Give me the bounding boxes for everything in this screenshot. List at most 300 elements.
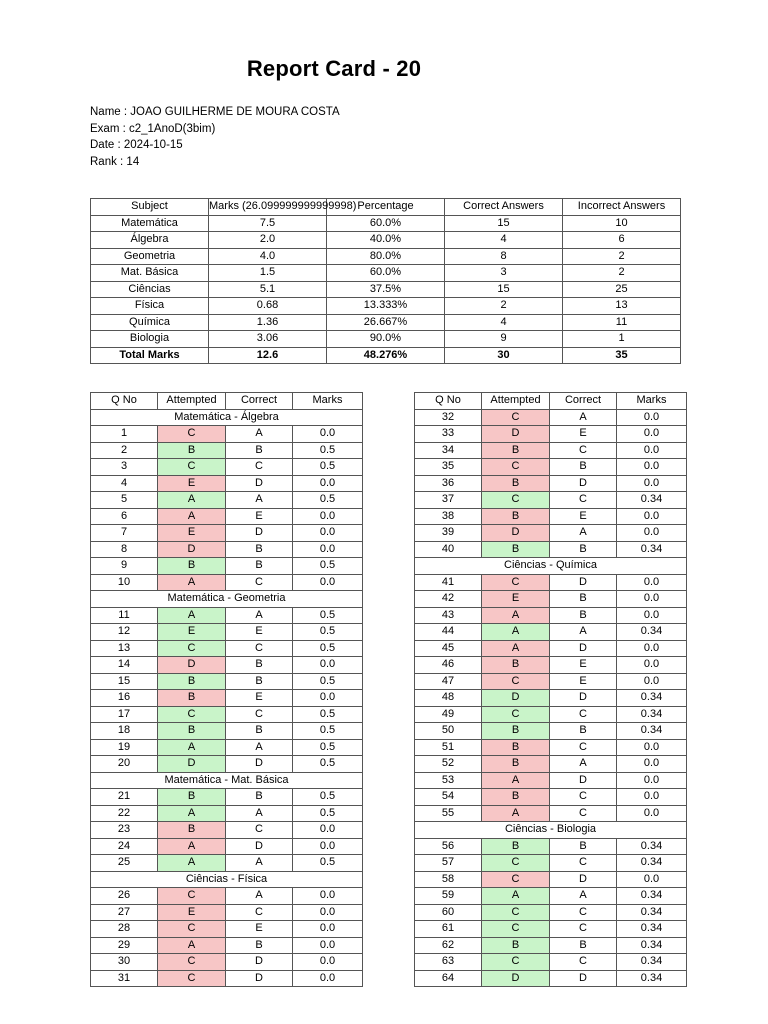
correct-answer: A	[226, 607, 293, 624]
attempted-answer-incorrect: E	[158, 904, 226, 921]
question-marks: 0.0	[617, 657, 687, 674]
question-marks: 0.5	[293, 723, 363, 740]
attempted-answer-incorrect: B	[482, 789, 550, 806]
summary-cell-incorrect: 13	[563, 298, 681, 315]
question-row	[415, 871, 687, 888]
question-marks: 0.5	[293, 805, 363, 822]
attempted-answer-correct: C	[482, 904, 550, 921]
correct-answer: E	[226, 690, 293, 707]
question-number: 5	[91, 492, 158, 509]
question-number: 30	[91, 954, 158, 971]
attempted-answer-correct: C	[482, 706, 550, 723]
section-row	[415, 822, 687, 839]
question-number: 45	[415, 640, 482, 657]
summary-cell-marks: 2.0	[209, 232, 327, 249]
correct-answer: E	[226, 624, 293, 641]
attempted-answer-incorrect: C	[482, 574, 550, 591]
correct-answer: C	[550, 492, 617, 509]
student-name: Name : JOAO GUILHERME DE MOURA COSTA	[90, 106, 340, 118]
correct-answer: E	[226, 921, 293, 938]
question-row	[415, 970, 687, 987]
question-row	[415, 640, 687, 657]
question-number: 14	[91, 657, 158, 674]
summary-row	[91, 314, 681, 331]
question-row	[415, 772, 687, 789]
correct-answer: D	[550, 640, 617, 657]
correct-answer: C	[226, 706, 293, 723]
question-number: 54	[415, 789, 482, 806]
summary-cell-marks: 1.36	[209, 314, 327, 331]
correct-answer: B	[226, 937, 293, 954]
question-marks: 0.5	[293, 459, 363, 476]
question-number: 7	[91, 525, 158, 542]
summary-cell-marks: 5.1	[209, 281, 327, 298]
summary-cell-incorrect: 11	[563, 314, 681, 331]
attempted-answer-correct: B	[158, 442, 226, 459]
attempted-answer-correct: B	[482, 838, 550, 855]
attempted-answer-correct: D	[482, 690, 550, 707]
question-row	[415, 525, 687, 542]
question-number: 47	[415, 673, 482, 690]
summary-cell-marks: 1.5	[209, 265, 327, 282]
attempted-answer-correct: B	[158, 673, 226, 690]
question-row	[91, 475, 363, 492]
summary-row	[91, 215, 681, 232]
summary-cell-percentage: 80.0%	[327, 248, 445, 265]
summary-cell-subject: Biologia	[91, 331, 209, 348]
question-row	[91, 822, 363, 839]
header-attempted: Attempted	[482, 393, 550, 410]
attempted-answer-incorrect: A	[158, 838, 226, 855]
question-marks: 0.0	[293, 657, 363, 674]
questions-table-right	[414, 392, 687, 987]
header-attempted: Attempted	[158, 393, 226, 410]
question-number: 10	[91, 574, 158, 591]
total-cell-subject: Total Marks	[91, 347, 209, 364]
question-number: 25	[91, 855, 158, 872]
question-marks: 0.34	[617, 937, 687, 954]
summary-cell-percentage: 40.0%	[327, 232, 445, 249]
section-title: Matemática - Geometria	[91, 591, 363, 608]
question-row	[91, 426, 363, 443]
header-qno: Q No	[415, 393, 482, 410]
summary-cell-correct: 9	[445, 331, 563, 348]
correct-answer: E	[550, 657, 617, 674]
attempted-answer-incorrect: D	[482, 426, 550, 443]
attempted-answer-correct: A	[482, 888, 550, 905]
question-number: 56	[415, 838, 482, 855]
question-number: 50	[415, 723, 482, 740]
attempted-answer-correct: B	[158, 723, 226, 740]
attempted-answer-incorrect: E	[158, 525, 226, 542]
correct-answer: A	[226, 805, 293, 822]
attempted-answer-correct: A	[158, 607, 226, 624]
correct-answer: A	[226, 492, 293, 509]
question-marks: 0.0	[617, 805, 687, 822]
question-number: 26	[91, 888, 158, 905]
question-marks: 0.0	[293, 690, 363, 707]
section-title: Ciências - Química	[415, 558, 687, 575]
question-number: 34	[415, 442, 482, 459]
question-row	[91, 508, 363, 525]
attempted-answer-correct: B	[482, 937, 550, 954]
question-row	[91, 921, 363, 938]
question-row	[91, 640, 363, 657]
correct-answer: E	[550, 673, 617, 690]
question-number: 60	[415, 904, 482, 921]
question-marks: 0.34	[617, 706, 687, 723]
question-row	[415, 459, 687, 476]
correct-answer: B	[550, 459, 617, 476]
attempted-answer-incorrect: B	[158, 690, 226, 707]
summary-cell-marks: 3.06	[209, 331, 327, 348]
question-number: 18	[91, 723, 158, 740]
question-number: 43	[415, 607, 482, 624]
attempted-answer-incorrect: A	[158, 508, 226, 525]
question-marks: 0.5	[293, 756, 363, 773]
correct-answer: D	[550, 574, 617, 591]
question-marks: 0.34	[617, 723, 687, 740]
summary-cell-subject: Física	[91, 298, 209, 315]
question-marks: 0.0	[617, 673, 687, 690]
summary-cell-percentage: 37.5%	[327, 281, 445, 298]
correct-answer: C	[550, 805, 617, 822]
summary-cell-correct: 15	[445, 281, 563, 298]
question-row	[91, 492, 363, 509]
attempted-answer-incorrect: E	[158, 475, 226, 492]
question-number: 48	[415, 690, 482, 707]
attempted-answer-incorrect: B	[158, 822, 226, 839]
question-number: 23	[91, 822, 158, 839]
summary-header-percentage: Percentage	[327, 199, 445, 216]
question-marks: 0.34	[617, 855, 687, 872]
question-marks: 0.0	[617, 607, 687, 624]
question-number: 29	[91, 937, 158, 954]
correct-answer: A	[550, 888, 617, 905]
correct-answer: C	[550, 789, 617, 806]
question-number: 12	[91, 624, 158, 641]
question-number: 1	[91, 426, 158, 443]
question-marks: 0.0	[293, 970, 363, 987]
question-row	[415, 673, 687, 690]
question-number: 46	[415, 657, 482, 674]
attempted-answer-correct: B	[158, 789, 226, 806]
question-row	[415, 426, 687, 443]
question-row	[415, 805, 687, 822]
question-row	[91, 756, 363, 773]
correct-answer: C	[550, 904, 617, 921]
section-row	[91, 409, 363, 426]
correct-answer: C	[550, 706, 617, 723]
summary-cell-incorrect: 2	[563, 265, 681, 282]
question-number: 3	[91, 459, 158, 476]
attempted-answer-correct: A	[482, 624, 550, 641]
question-row	[415, 954, 687, 971]
question-number: 15	[91, 673, 158, 690]
question-marks: 0.0	[617, 591, 687, 608]
attempted-answer-incorrect: C	[158, 954, 226, 971]
total-cell-marks: 12.6	[209, 347, 327, 364]
attempted-answer-incorrect: E	[482, 591, 550, 608]
attempted-answer-incorrect: C	[482, 459, 550, 476]
attempted-answer-incorrect: B	[482, 475, 550, 492]
attempted-answer-incorrect: A	[482, 772, 550, 789]
question-marks: 0.34	[617, 690, 687, 707]
question-row	[415, 624, 687, 641]
header-correct: Correct	[550, 393, 617, 410]
correct-answer: C	[226, 904, 293, 921]
question-row	[415, 904, 687, 921]
question-marks: 0.34	[617, 888, 687, 905]
summary-cell-subject: Matemática	[91, 215, 209, 232]
total-cell-incorrect: 35	[563, 347, 681, 364]
correct-answer: A	[550, 409, 617, 426]
summary-cell-correct: 8	[445, 248, 563, 265]
summary-row	[91, 265, 681, 282]
question-marks: 0.0	[293, 525, 363, 542]
correct-answer: E	[550, 508, 617, 525]
correct-answer: D	[226, 525, 293, 542]
question-number: 16	[91, 690, 158, 707]
question-marks: 0.5	[293, 673, 363, 690]
student-info	[90, 104, 340, 170]
question-number: 17	[91, 706, 158, 723]
correct-answer: D	[226, 954, 293, 971]
question-number: 58	[415, 871, 482, 888]
question-marks: 0.34	[617, 970, 687, 987]
question-row	[91, 624, 363, 641]
correct-answer: B	[550, 541, 617, 558]
correct-answer: D	[226, 838, 293, 855]
question-row	[91, 723, 363, 740]
question-number: 44	[415, 624, 482, 641]
question-marks: 0.34	[617, 954, 687, 971]
attempted-answer-incorrect: B	[482, 657, 550, 674]
attempted-answer-correct: B	[158, 558, 226, 575]
correct-answer: B	[226, 723, 293, 740]
question-row	[415, 855, 687, 872]
question-marks: 0.0	[617, 442, 687, 459]
question-marks: 0.0	[293, 541, 363, 558]
summary-total-row	[91, 347, 681, 364]
header-marks: Marks	[293, 393, 363, 410]
exam-name: Exam : c2_1AnoD(3bim)	[90, 122, 216, 135]
header-correct: Correct	[226, 393, 293, 410]
question-row	[91, 706, 363, 723]
summary-cell-subject: Geometria	[91, 248, 209, 265]
attempted-answer-correct: A	[158, 855, 226, 872]
correct-answer: D	[226, 756, 293, 773]
question-marks: 0.5	[293, 558, 363, 575]
total-cell-percentage: 48.276%	[327, 347, 445, 364]
correct-answer: C	[550, 954, 617, 971]
question-number: 49	[415, 706, 482, 723]
question-number: 22	[91, 805, 158, 822]
question-number: 8	[91, 541, 158, 558]
summary-row	[91, 331, 681, 348]
question-row	[415, 574, 687, 591]
summary-cell-incorrect: 6	[563, 232, 681, 249]
questions-header-row	[415, 393, 687, 410]
correct-answer: D	[550, 772, 617, 789]
correct-answer: C	[550, 442, 617, 459]
question-number: 38	[415, 508, 482, 525]
question-marks: 0.0	[293, 475, 363, 492]
question-row	[91, 970, 363, 987]
attempted-answer-incorrect: C	[482, 409, 550, 426]
attempted-answer-correct: C	[482, 492, 550, 509]
attempted-answer-incorrect: B	[482, 756, 550, 773]
correct-answer: D	[550, 871, 617, 888]
correct-answer: D	[226, 475, 293, 492]
question-number: 20	[91, 756, 158, 773]
question-row	[91, 574, 363, 591]
question-marks: 0.0	[293, 822, 363, 839]
question-number: 61	[415, 921, 482, 938]
attempted-answer-incorrect: C	[158, 888, 226, 905]
summary-cell-correct: 4	[445, 314, 563, 331]
correct-answer: C	[550, 855, 617, 872]
question-number: 28	[91, 921, 158, 938]
questions-header-row	[91, 393, 363, 410]
section-title: Matemática - Mat. Básica	[91, 772, 363, 789]
question-number: 62	[415, 937, 482, 954]
summary-cell-correct: 3	[445, 265, 563, 282]
question-row	[91, 558, 363, 575]
question-row	[91, 789, 363, 806]
question-row	[91, 525, 363, 542]
question-number: 63	[415, 954, 482, 971]
section-row	[91, 591, 363, 608]
correct-answer: A	[226, 855, 293, 872]
question-marks: 0.0	[617, 789, 687, 806]
section-row	[91, 772, 363, 789]
question-row	[91, 954, 363, 971]
questions-table-left	[90, 392, 363, 987]
summary-row	[91, 232, 681, 249]
correct-answer: D	[550, 970, 617, 987]
section-title: Matemática - Álgebra	[91, 409, 363, 426]
question-marks: 0.5	[293, 640, 363, 657]
question-marks: 0.5	[293, 855, 363, 872]
question-marks: 0.0	[617, 574, 687, 591]
correct-answer: D	[550, 690, 617, 707]
question-marks: 0.5	[293, 492, 363, 509]
correct-answer: C	[226, 822, 293, 839]
correct-answer: C	[226, 459, 293, 476]
correct-answer: C	[226, 574, 293, 591]
section-title: Ciências - Biologia	[415, 822, 687, 839]
question-number: 11	[91, 607, 158, 624]
summary-cell-subject: Mat. Básica	[91, 265, 209, 282]
summary-cell-incorrect: 10	[563, 215, 681, 232]
question-number: 2	[91, 442, 158, 459]
question-number: 57	[415, 855, 482, 872]
question-row	[91, 442, 363, 459]
summary-row	[91, 298, 681, 315]
correct-answer: E	[226, 508, 293, 525]
question-marks: 0.0	[293, 904, 363, 921]
summary-header-marks: Marks (26.099999999999998)	[209, 199, 327, 216]
question-number: 4	[91, 475, 158, 492]
section-title: Ciências - Física	[91, 871, 363, 888]
summary-cell-incorrect: 25	[563, 281, 681, 298]
question-row	[91, 739, 363, 756]
attempted-answer-correct: C	[482, 954, 550, 971]
question-number: 39	[415, 525, 482, 542]
question-marks: 0.0	[293, 888, 363, 905]
summary-cell-percentage: 60.0%	[327, 265, 445, 282]
attempted-answer-correct: D	[482, 970, 550, 987]
attempted-answer-incorrect: B	[482, 442, 550, 459]
header-marks: Marks	[617, 393, 687, 410]
question-row	[91, 541, 363, 558]
correct-answer: B	[550, 723, 617, 740]
question-row	[91, 690, 363, 707]
question-marks: 0.5	[293, 442, 363, 459]
question-number: 19	[91, 739, 158, 756]
question-row	[415, 541, 687, 558]
attempted-answer-correct: A	[158, 492, 226, 509]
question-row	[415, 888, 687, 905]
attempted-answer-correct: C	[158, 640, 226, 657]
question-row	[415, 723, 687, 740]
correct-answer: D	[226, 970, 293, 987]
question-marks: 0.0	[293, 921, 363, 938]
question-number: 6	[91, 508, 158, 525]
section-row	[415, 558, 687, 575]
attempted-answer-incorrect: C	[158, 921, 226, 938]
question-number: 51	[415, 739, 482, 756]
question-row	[91, 937, 363, 954]
question-row	[91, 607, 363, 624]
summary-row	[91, 281, 681, 298]
attempted-answer-incorrect: B	[482, 739, 550, 756]
summary-header-subject: Subject	[91, 199, 209, 216]
question-marks: 0.0	[293, 508, 363, 525]
question-number: 55	[415, 805, 482, 822]
summary-header-row	[91, 199, 681, 216]
correct-answer: A	[550, 756, 617, 773]
summary-cell-percentage: 90.0%	[327, 331, 445, 348]
question-row	[415, 657, 687, 674]
question-row	[91, 855, 363, 872]
correct-answer: A	[226, 426, 293, 443]
correct-answer: B	[226, 657, 293, 674]
question-marks: 0.0	[617, 459, 687, 476]
question-row	[415, 739, 687, 756]
summary-cell-percentage: 26.667%	[327, 314, 445, 331]
question-marks: 0.34	[617, 492, 687, 509]
summary-cell-subject: Química	[91, 314, 209, 331]
summary-header-correct: Correct Answers	[445, 199, 563, 216]
attempted-answer-incorrect: A	[158, 937, 226, 954]
attempted-answer-incorrect: C	[158, 426, 226, 443]
question-row	[415, 756, 687, 773]
correct-answer: A	[550, 624, 617, 641]
attempted-answer-incorrect: B	[482, 508, 550, 525]
question-row	[91, 838, 363, 855]
correct-answer: B	[550, 937, 617, 954]
question-row	[415, 789, 687, 806]
summary-cell-subject: Álgebra	[91, 232, 209, 249]
question-marks: 0.5	[293, 789, 363, 806]
attempted-answer-incorrect: A	[158, 574, 226, 591]
attempted-answer-correct: E	[158, 624, 226, 641]
question-row	[415, 706, 687, 723]
correct-answer: B	[226, 789, 293, 806]
question-marks: 0.0	[617, 756, 687, 773]
